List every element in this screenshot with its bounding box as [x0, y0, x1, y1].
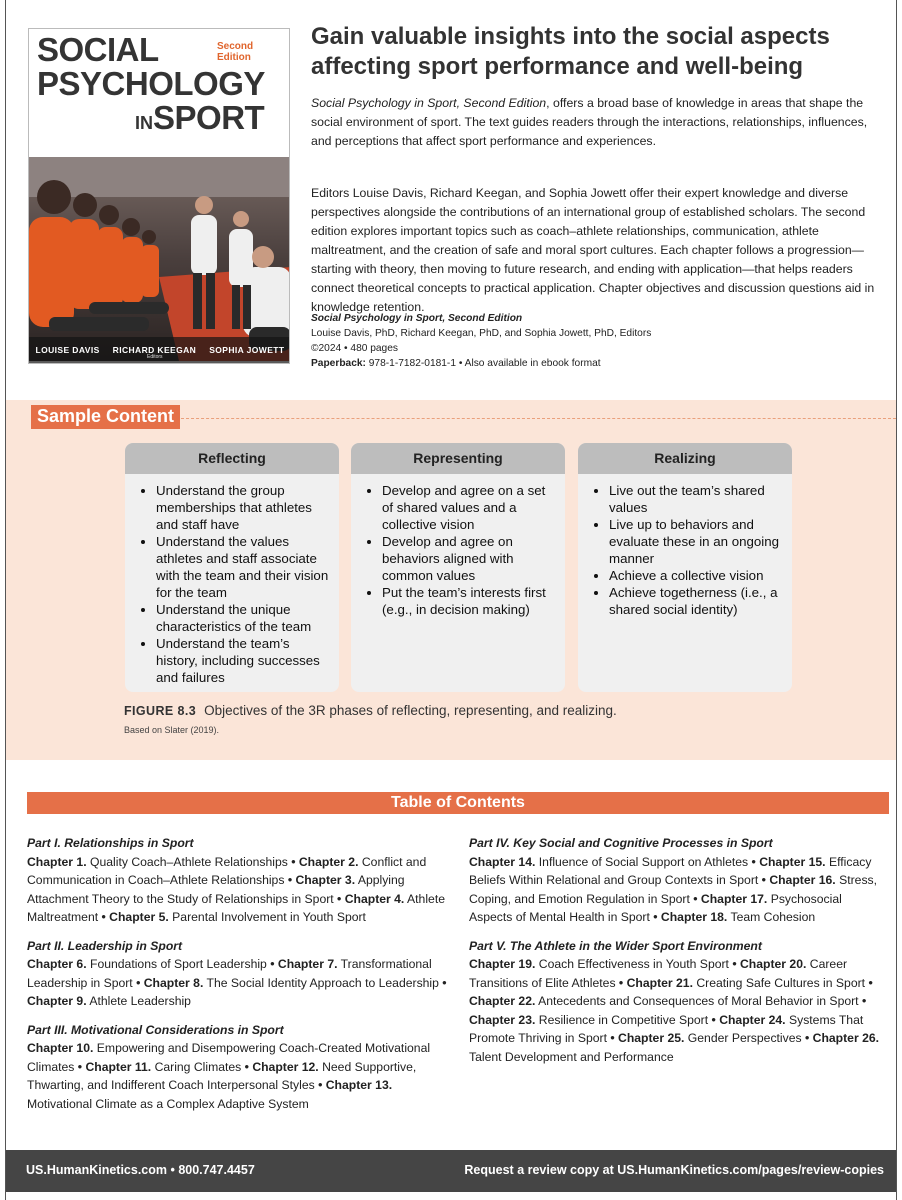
- toc-chapter-number: Chapter 13.: [325, 1078, 393, 1092]
- toc-chapter: [144, 976, 439, 990]
- headline: Gain valuable insights into the social aspects affecting sport performance and well-being: [311, 23, 830, 80]
- phase-column-representing: [351, 443, 565, 692]
- toc-separator: •: [865, 975, 873, 990]
- toc-chapter-number: Chapter 15.: [759, 854, 826, 869]
- phase-item: • Develop and agree on a set of shared values and a collective vision: [382, 482, 559, 533]
- phase-item: • Achieve togetherness (i.e., a shared social identity): [609, 584, 786, 618]
- toc-chapter-title: Athlete Leadership: [89, 994, 191, 1008]
- toc-chapter-number: Chapter 20.: [740, 957, 807, 971]
- toc-chapter-title: Career Transitions of Elite Athletes: [469, 957, 848, 990]
- toc-chapter: [109, 910, 366, 924]
- toc-chapter: [661, 910, 815, 924]
- toc-separator: •: [689, 891, 701, 906]
- toc-chapter: [27, 855, 288, 869]
- toc-chapter-number: Chapter 18.: [660, 910, 728, 924]
- toc-chapter-title: Empowering and Disempowering Coach-Created Motivational Climates: [27, 1041, 431, 1074]
- toc-separator: •: [615, 975, 627, 990]
- book-meta: [311, 311, 651, 371]
- toc-chapter-number: Chapter 21.: [626, 975, 693, 990]
- toc-chapter-number: Chapter 14.: [469, 854, 536, 869]
- toc-separator: •: [314, 1078, 326, 1092]
- figure-label: FIGURE 8.3: [124, 704, 197, 718]
- toc-separator: •: [333, 891, 345, 906]
- footer-review-copy-link[interactable]: Request a review copy at US.HumanKinetics.com/pages/review-copies: [464, 1163, 884, 1177]
- toc-chapter-number: Chapter 6.: [27, 957, 87, 971]
- toc-chapter: [627, 976, 865, 990]
- toc-chapter: [469, 855, 748, 869]
- toc-chapter-title: Resilience in Competitive Sport: [538, 1012, 709, 1027]
- toc-chapter-number: Chapter 10.: [27, 1041, 94, 1055]
- toc-chapter-number: Chapter 26.: [812, 1031, 880, 1045]
- toc-chapter-title: Motivational Climate as a Complex Adaptive System: [27, 1096, 309, 1111]
- toc-chapter-number: Chapter 9.: [27, 994, 87, 1008]
- cover-edition: Second Edition: [217, 41, 254, 63]
- cover-title-sport: SPORT: [153, 99, 265, 136]
- meta-paperback: [311, 356, 651, 371]
- toc-chapter-title: Need Supportive, Thwarting, and Indifferent Coach Interpersonal Styles: [27, 1059, 417, 1092]
- phase-heading: Reflecting: [125, 443, 339, 474]
- toc-chapter-number: Chapter 1.: [27, 854, 87, 869]
- toc-separator: •: [801, 1031, 813, 1045]
- phase-heading: Realizing: [578, 443, 792, 474]
- description-paragraph-1-text: , offers a broad base of knowledge in areas that shape the social environment of sport. The text guides readers through the interactions, relationships, influences, and perceptions that affect sport performance and experiences.: [311, 96, 868, 148]
- figure-caption-text: Objectives of the 3R phases of reflecting, representing, and realizing.: [204, 703, 617, 718]
- toc-chapter-title: Caring Climates: [154, 1059, 242, 1074]
- toc-separator: •: [728, 957, 740, 971]
- figure-caption: [124, 703, 617, 718]
- toc-chapter-number: Chapter 25.: [618, 1031, 685, 1045]
- cover-title-line2: PSYCHOLOGY: [37, 65, 265, 102]
- footer: [6, 1150, 896, 1192]
- toc-part-title: Part II. Leadership in Sport: [27, 938, 183, 953]
- toc-chapter: [27, 994, 191, 1008]
- toc-chapter-number: Chapter 23.: [469, 1012, 536, 1027]
- description-paragraph-1: [311, 94, 886, 151]
- toc-chapter-number: Chapter 8.: [143, 975, 204, 990]
- toc-chapter-title: Efficacy Beliefs Within Relational and Group Contexts in Sport: [469, 854, 872, 887]
- toc-chapter-list: [27, 955, 452, 1011]
- toc-chapter-list: [27, 853, 452, 927]
- toc-chapter-title: Applying Attachment Theory to the Study of Relationships in Sport: [27, 873, 405, 906]
- toc-chapter-number: Chapter 16.: [769, 873, 836, 887]
- toc-chapter: [469, 994, 859, 1008]
- toc-chapter-title: Team Cohesion: [730, 910, 816, 924]
- toc-chapter-number: Chapter 5.: [109, 910, 169, 924]
- toc-part: [469, 937, 884, 1067]
- toc-chapter-title: Gender Perspectives: [687, 1031, 802, 1045]
- sample-content-label: Sample Content: [31, 405, 180, 429]
- cover-editors-note: Editors: [147, 354, 163, 360]
- toc-part: [27, 834, 452, 927]
- toc-separator: •: [606, 1031, 619, 1045]
- toc-chapter: [469, 1013, 708, 1027]
- meta-date-pages: ©2024 • 480 pages: [311, 343, 398, 354]
- toc-separator: •: [858, 994, 867, 1008]
- phase-item: • Put the team’s interests first (e.g., in decision making): [382, 584, 559, 618]
- toc-part-title: Part IV. Key Social and Cognitive Processes in Sport: [469, 836, 773, 850]
- toc-chapter-title: Creating Safe Cultures in Sport: [696, 975, 866, 990]
- toc-chapter-number: Chapter 17.: [700, 891, 768, 906]
- toc-part: [27, 937, 452, 1011]
- toc-chapter-number: Chapter 3.: [295, 873, 356, 887]
- toc-title: Table of Contents: [27, 792, 889, 814]
- toc-chapter-title: Athlete Maltreatment: [27, 891, 445, 924]
- meta-title: Social Psychology in Sport, Second Edition: [311, 313, 523, 324]
- toc-right-column: [469, 834, 884, 1076]
- footer-contact[interactable]: US.HumanKinetics.com • 800.747.4457: [26, 1163, 255, 1177]
- toc-chapter-number: Chapter 7.: [277, 957, 338, 971]
- meta-editors: Louise Davis, PhD, Richard Keegan, PhD, and Sophia Jowett, PhD, Editors: [311, 328, 652, 339]
- toc-chapter-title: Transformational Leadership in Sport: [27, 957, 432, 990]
- figure-source: Based on Slater (2019).: [124, 725, 220, 735]
- sample-divider: [181, 418, 896, 420]
- toc-chapter-title: Stress, Coping, and Emotion Regulation in Sport: [469, 873, 878, 906]
- toc-chapter: [469, 957, 729, 971]
- toc-chapter-title: Influence of Social Support on Athletes: [538, 854, 749, 869]
- phase-list: [578, 482, 792, 618]
- toc-chapter: [85, 1060, 241, 1074]
- phase-item: • Understand the group memberships that athletes and staff have: [156, 482, 333, 533]
- toc-chapter-list: [469, 853, 884, 927]
- toc-separator: •: [708, 1012, 720, 1027]
- cover-title-in: IN: [135, 113, 153, 133]
- toc-chapter-title: Coach Effectiveness in Youth Sport: [538, 957, 729, 971]
- cover-author-3: SOPHIA JOWETT: [209, 345, 285, 355]
- toc-part-title: Part III. Motivational Considerations in Sport: [27, 1022, 284, 1037]
- phase-item: • Achieve a collective vision: [609, 567, 786, 584]
- toc-chapter-title: Psychosocial Aspects of Mental Health in Sport: [469, 891, 842, 924]
- toc-separator: •: [266, 957, 278, 971]
- meta-paperback-label: Paperback:: [311, 358, 366, 369]
- phase-item: • Understand the values athletes and staff associate with the team and their vision for the team: [156, 533, 333, 601]
- toc-chapter-number: Chapter 12.: [252, 1059, 319, 1074]
- toc-separator: •: [74, 1059, 86, 1074]
- toc-chapter-title: Foundations of Sport Leadership: [90, 957, 267, 971]
- toc-part-title: Part I. Relationships in Sport: [27, 836, 194, 850]
- toc-separator: •: [132, 975, 144, 990]
- toc-chapter: [618, 1031, 802, 1045]
- toc-chapter-number: Chapter 19.: [469, 957, 536, 971]
- phase-item: • Live out the team’s shared values: [609, 482, 786, 516]
- toc-separator: •: [98, 910, 110, 924]
- toc-separator: •: [287, 854, 299, 869]
- toc-separator: •: [758, 873, 770, 887]
- toc-separator: •: [438, 975, 447, 990]
- toc-chapter-list: [469, 955, 884, 1066]
- toc-part-title: Part V. The Athlete in the Wider Sport Environment: [469, 938, 762, 953]
- phase-item: • Live up to behaviors and evaluate these in an ongoing manner: [609, 516, 786, 567]
- phase-item: • Understand the team’s history, including successes and failures: [156, 635, 333, 686]
- toc-chapter-list: [27, 1039, 452, 1113]
- toc-chapter: [27, 957, 267, 971]
- description-paragraph-2: Editors Louise Davis, Richard Keegan, and Sophia Jowett offer their expert knowledge and diverse perspectives alongside the contributions of an international group of established scholars. The second edition explores important topics such as coach–athlete relationships, communication, athlete maltreatment, and the creation of safe and moral sport cultures. Each chapter follows a progression—starting with theory, then moving to future research, and ending with application—that helps readers connect theoretical concepts to practical application. Chapter objectives and discussion questions aid in knowledge retention.: [311, 186, 875, 314]
- toc-left-column: [27, 834, 452, 1123]
- toc-chapter-title: Systems That Promote Thriving in Sport: [469, 1012, 864, 1045]
- cover-photo-image: [29, 157, 290, 361]
- cover-author-1: LOUISE DAVIS: [35, 345, 100, 355]
- toc-separator: •: [241, 1059, 253, 1074]
- phase-item: • Understand the unique characteristics of the team: [156, 601, 333, 635]
- toc-separator: •: [748, 854, 760, 869]
- phase-column-realizing: [578, 443, 792, 692]
- toc-chapter-number: Chapter 2.: [298, 854, 359, 869]
- meta-paperback-value: 978-1-7182-0181-1 • Also available in ebook format: [365, 358, 601, 369]
- toc-separator: •: [284, 873, 296, 887]
- description-book-title: Social Psychology in Sport, Second Edition: [311, 96, 547, 110]
- cover-title-line1: SOCIAL: [37, 31, 159, 68]
- toc-chapter-title: Talent Development and Performance: [469, 1049, 674, 1064]
- phase-item: • Develop and agree on behaviors aligned with common values: [382, 533, 559, 584]
- toc-chapter-title: Quality Coach–Athlete Relationships: [90, 854, 288, 869]
- cover-title-line3: [135, 101, 265, 140]
- phase-list: [125, 482, 339, 686]
- toc-chapter-number: Chapter 4.: [344, 891, 405, 906]
- toc-part: [469, 834, 884, 927]
- toc-chapter-title: Parental Involvement in Youth Sport: [172, 910, 366, 924]
- toc-chapter-number: Chapter 24.: [719, 1012, 786, 1027]
- cover-author-2: RICHARD KEEGAN: [112, 345, 197, 355]
- toc-chapter-title: Conflict and Communication in Coach–Athlete Relationships: [27, 854, 427, 887]
- toc-part: [27, 1021, 452, 1114]
- toc-chapter-title: The Social Identity Approach to Leadership: [206, 975, 439, 990]
- phase-heading: Representing: [351, 443, 565, 474]
- phase-column-reflecting: [125, 443, 339, 692]
- book-cover: [28, 28, 290, 364]
- toc-chapter-title: Antecedents and Consequences of Moral Behavior in Sport: [538, 994, 859, 1008]
- phase-list: [351, 482, 565, 618]
- toc-chapter-number: Chapter 22.: [469, 994, 536, 1008]
- sample-content-section: [6, 400, 896, 760]
- toc-separator: •: [649, 910, 661, 924]
- toc-chapter-number: Chapter 11.: [85, 1059, 152, 1074]
